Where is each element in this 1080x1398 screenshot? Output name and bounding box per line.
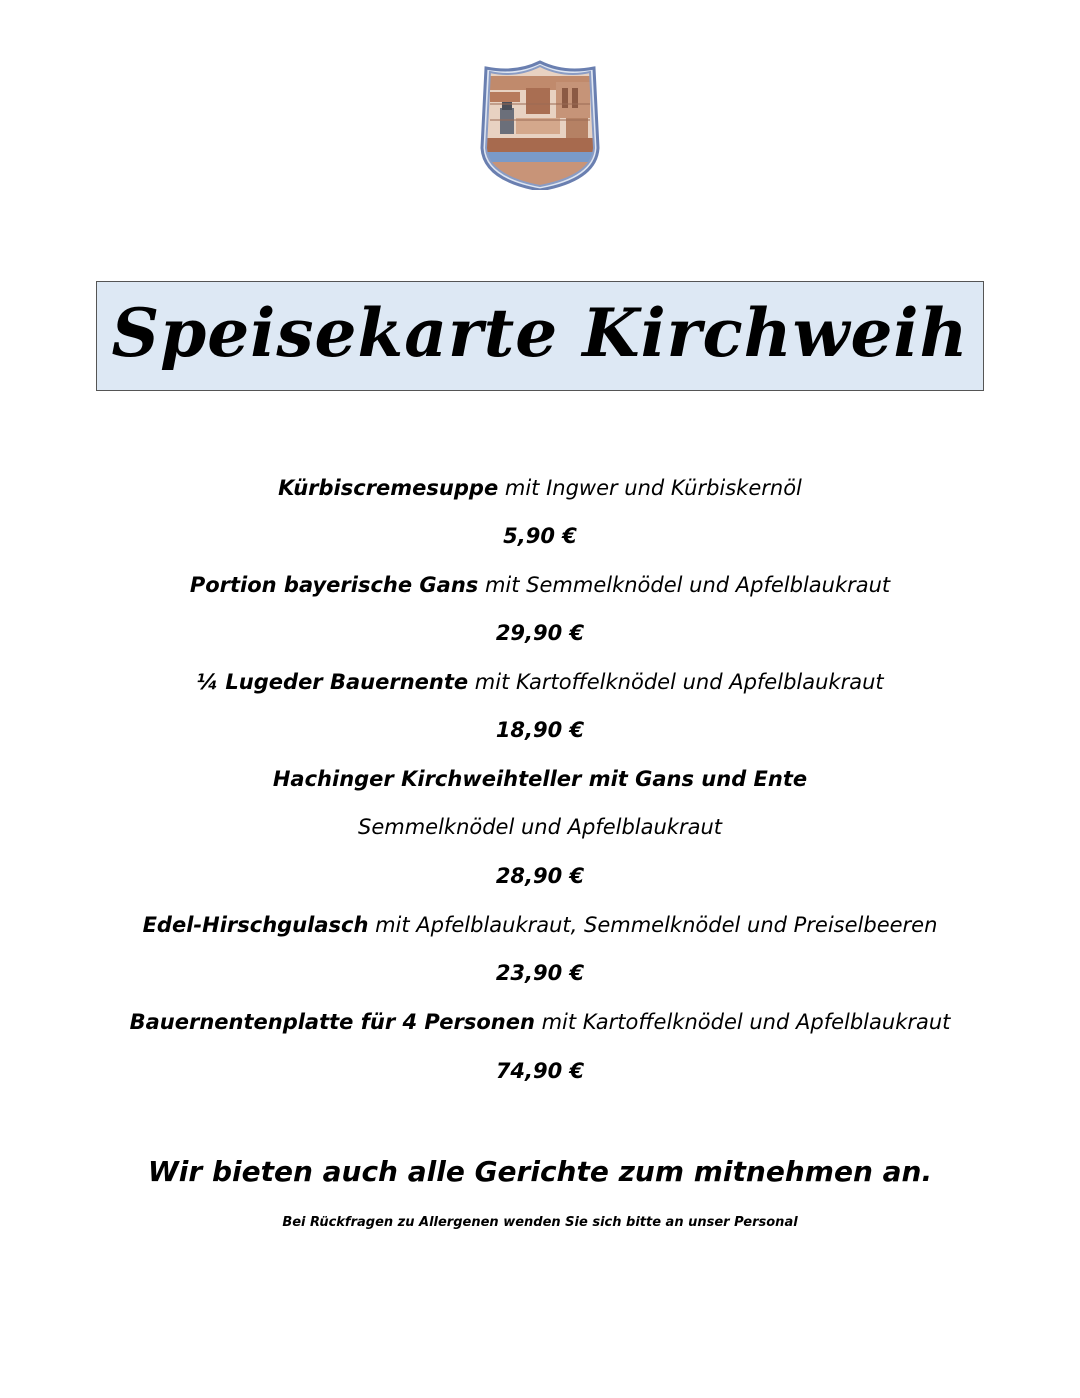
allergen-note: Bei Rückfragen zu Allergenen wenden Sie sich bitte an unser Personal <box>282 1215 798 1230</box>
dish-description: mit Apfelblaukraut, Semmelknödel und Preiselbeeren <box>368 913 938 937</box>
menu-price-1: 29,90 € <box>495 621 585 645</box>
dish-name: Bauernentenplatte für 4 Personen <box>129 1010 535 1034</box>
page-title: Speisekarte Kirchweih <box>111 294 969 372</box>
menu-price-5: 74,90 € <box>495 1059 585 1083</box>
dish-description: mit Kartoffelknödel und Apfelblaukraut <box>468 670 884 694</box>
menu-price-2: 18,90 € <box>495 718 585 742</box>
dish-name: Edel-Hirschgulasch <box>142 913 369 937</box>
menu-price-4: 23,90 € <box>495 961 585 985</box>
menu-item-0 <box>0 474 1080 502</box>
menu-item-1 <box>0 571 1080 599</box>
bar-shield-emblem-icon <box>476 58 604 190</box>
menu-item-4 <box>0 911 1080 939</box>
dish-name: Kürbiscremesuppe <box>278 476 499 500</box>
menu-item-3 <box>0 765 1080 793</box>
menu-item-3-description: Semmelknödel und Apfelblaukraut <box>357 815 722 839</box>
title-banner <box>96 281 984 391</box>
dish-name: Portion bayerische Gans <box>189 573 479 597</box>
dish-description: mit Kartoffelknödel und Apfelblaukraut <box>534 1010 951 1034</box>
dish-name: Hachinger Kirchweihteller mit Gans und Ente <box>272 767 808 791</box>
menu-price-3: 28,90 € <box>495 864 585 888</box>
dish-description: mit Ingwer und Kürbiskernöl <box>498 476 802 500</box>
menu-item-5 <box>0 1008 1080 1036</box>
menu-item-2 <box>0 668 1080 696</box>
takeaway-note: Wir bieten auch alle Gerichte zum mitnehmen an. <box>147 1155 933 1188</box>
dish-name: ¼ Lugeder Bauernente <box>196 670 469 694</box>
dish-description: mit Semmelknödel und Apfelblaukraut <box>478 573 891 597</box>
menu-price-0: 5,90 € <box>503 524 577 548</box>
